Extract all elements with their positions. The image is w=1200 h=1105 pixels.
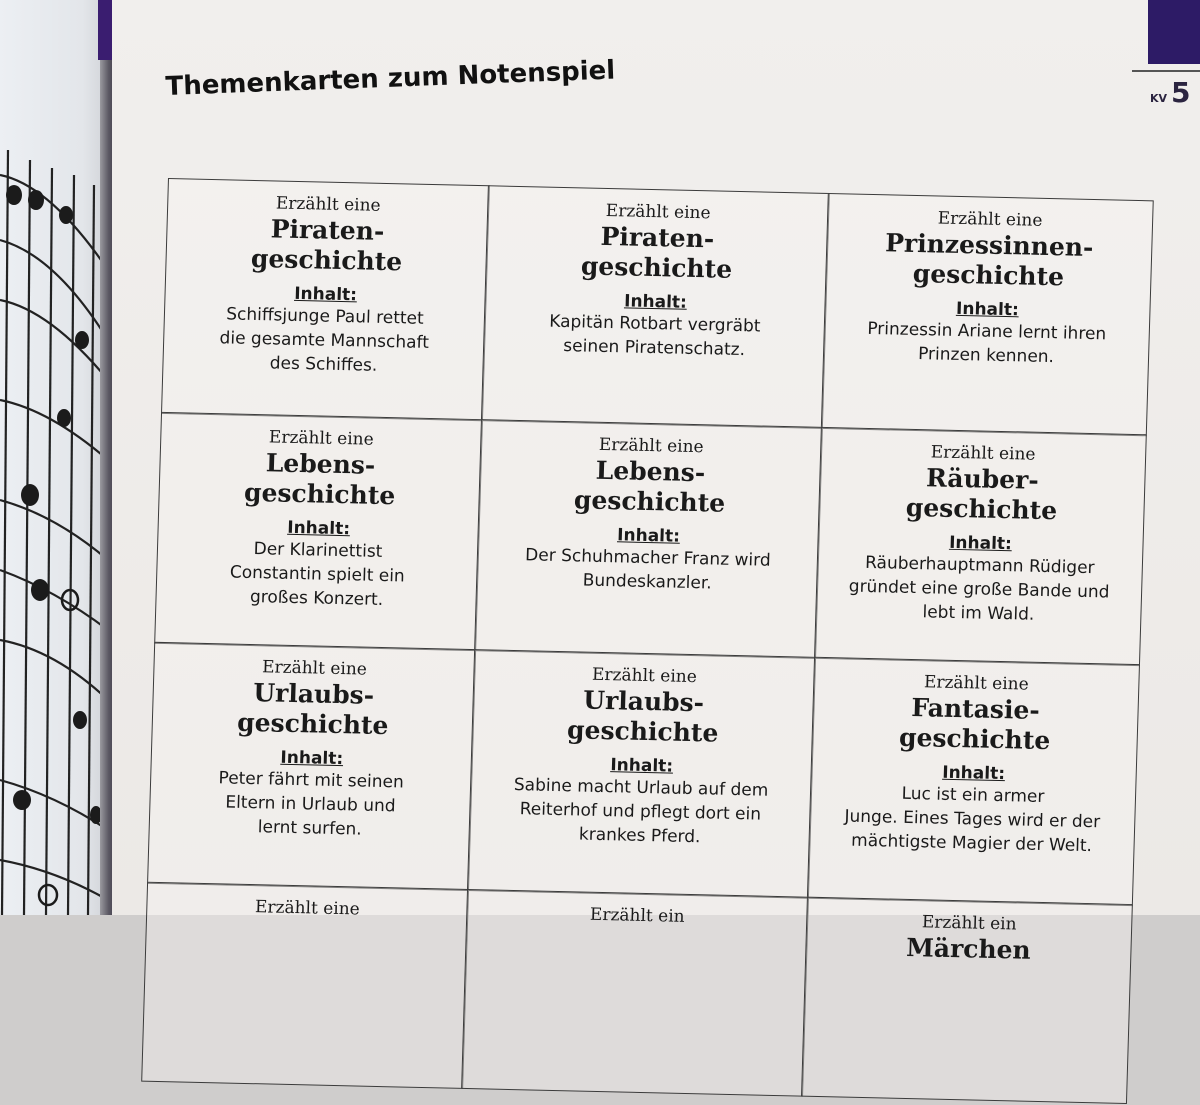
card-intro: Erzählt eine	[254, 897, 361, 920]
card-content-line: großes Konzert.	[249, 586, 384, 610]
card-intro: Erzählt eine	[275, 193, 381, 216]
card	[147, 642, 476, 891]
card	[807, 657, 1140, 906]
card-content-line: Reiterhof und pflegt dort ein	[519, 799, 762, 825]
card-content	[156, 535, 478, 614]
card-content-label: Inhalt:	[955, 298, 1020, 321]
card-grid	[145, 178, 1177, 965]
card-title: geschichte	[905, 492, 1058, 526]
card-intro: Erzählt eine	[268, 427, 374, 450]
card-content	[484, 308, 825, 364]
card	[161, 178, 490, 421]
card-content-line: des Schiffes.	[269, 353, 378, 376]
card-title: geschichte	[898, 722, 1051, 756]
card-title: geschichte	[566, 715, 719, 748]
card-intro: Erzählt eine	[930, 442, 1036, 465]
card-content-line: Der Klarinettist	[253, 539, 383, 562]
card-content-line: lebt im Wald.	[922, 602, 1035, 625]
card	[801, 897, 1133, 1104]
card-title: Urlaubs-	[252, 678, 375, 710]
card-title: Märchen	[905, 932, 1032, 965]
card	[141, 882, 469, 1089]
card-content-line: Räuberhauptmann Rüdiger	[864, 552, 1095, 579]
card-title: Räuber-	[925, 463, 1040, 495]
card-intro: Erzählt eine	[261, 657, 368, 680]
card-content-line: Prinzessin Ariane lernt ihren	[867, 318, 1107, 345]
card	[814, 427, 1147, 666]
worksheet-number-value: 5	[1171, 76, 1191, 109]
card-content-line: mächtigste Magier der Welt.	[850, 830, 1093, 857]
card-title: geschichte	[243, 477, 396, 511]
card-content-label: Inhalt:	[616, 525, 681, 547]
card-title: Fantasie-	[910, 693, 1041, 725]
card-intro: Erzählt eine	[591, 664, 698, 688]
card-intro: Erzählt eine	[937, 208, 1043, 231]
card-content-label: Inhalt:	[948, 532, 1013, 555]
card-content-line: die gesamte Mannschaft	[219, 328, 430, 353]
card-title: Piraten-	[270, 214, 385, 246]
card-title: Prinzessinnen-	[884, 228, 1094, 263]
card-content	[477, 542, 818, 598]
card-content-label: Inhalt:	[286, 517, 351, 540]
card-content	[809, 780, 1135, 859]
card-title: Lebens-	[595, 455, 706, 488]
card-content-line: gründet eine große Bande und	[848, 576, 1110, 603]
card-title: Piraten-	[600, 221, 715, 254]
card-title: geschichte	[573, 485, 726, 518]
card-content-label: Inhalt:	[280, 747, 344, 770]
card-content-line: krankes Pferd.	[578, 824, 701, 848]
card-content-label: Inhalt:	[293, 283, 358, 306]
card-title: geschichte	[236, 707, 389, 741]
card	[821, 193, 1154, 436]
card	[467, 649, 816, 899]
card-content	[824, 316, 1149, 371]
page-title: Themenkarten zum Notenspiel	[165, 55, 616, 102]
card	[474, 419, 823, 659]
card-intro: Erzählt eine	[605, 200, 711, 224]
card-content	[149, 765, 471, 844]
card-content-line: Junge. Eines Tages wird er der	[844, 806, 1101, 833]
card-title: Lebens-	[265, 448, 376, 480]
card-content-label: Inhalt:	[941, 762, 1006, 785]
card	[481, 185, 830, 429]
card-title: Urlaubs-	[582, 685, 705, 718]
worksheet-prefix: KV	[1150, 92, 1168, 105]
card-content	[163, 301, 485, 380]
card-intro: Erzählt ein	[589, 904, 685, 927]
card-content-line: Constantin spielt ein	[229, 562, 406, 587]
card-content-line: Peter fährt mit seinen	[218, 768, 405, 793]
card-content-line: Eltern in Urlaub und	[225, 792, 396, 817]
card-title: geschichte	[912, 258, 1065, 292]
card-content	[816, 550, 1142, 629]
card-title: geschichte	[580, 251, 733, 284]
card-content-line: seinen Piratenschatz.	[563, 336, 746, 361]
card-intro: Erzählt eine	[923, 672, 1029, 695]
card-content-line: lernt surfen.	[257, 817, 363, 840]
card	[154, 412, 483, 651]
card-title: geschichte	[250, 243, 403, 277]
card-content-label: Inhalt:	[610, 755, 674, 777]
card-content-line: Der Schuhmacher Franz wird	[524, 545, 771, 571]
card-intro: Erzählt ein	[921, 912, 1017, 935]
card	[461, 889, 809, 1097]
card-content-line: Schiffsjunge Paul rettet	[225, 304, 424, 329]
card-content-label: Inhalt:	[623, 291, 688, 313]
card-content-line: Sabine macht Urlaub auf dem	[513, 775, 769, 801]
card-content-line: Luc ist ein armer	[901, 783, 1045, 808]
card-content	[469, 772, 811, 852]
card-intro: Erzählt eine	[598, 434, 704, 458]
card-content-line: Bundeskanzler.	[582, 570, 712, 594]
card-content-line: Prinzen kennen.	[917, 344, 1055, 368]
card-content-line: Kapitän Rotbart vergräbt	[548, 311, 761, 337]
